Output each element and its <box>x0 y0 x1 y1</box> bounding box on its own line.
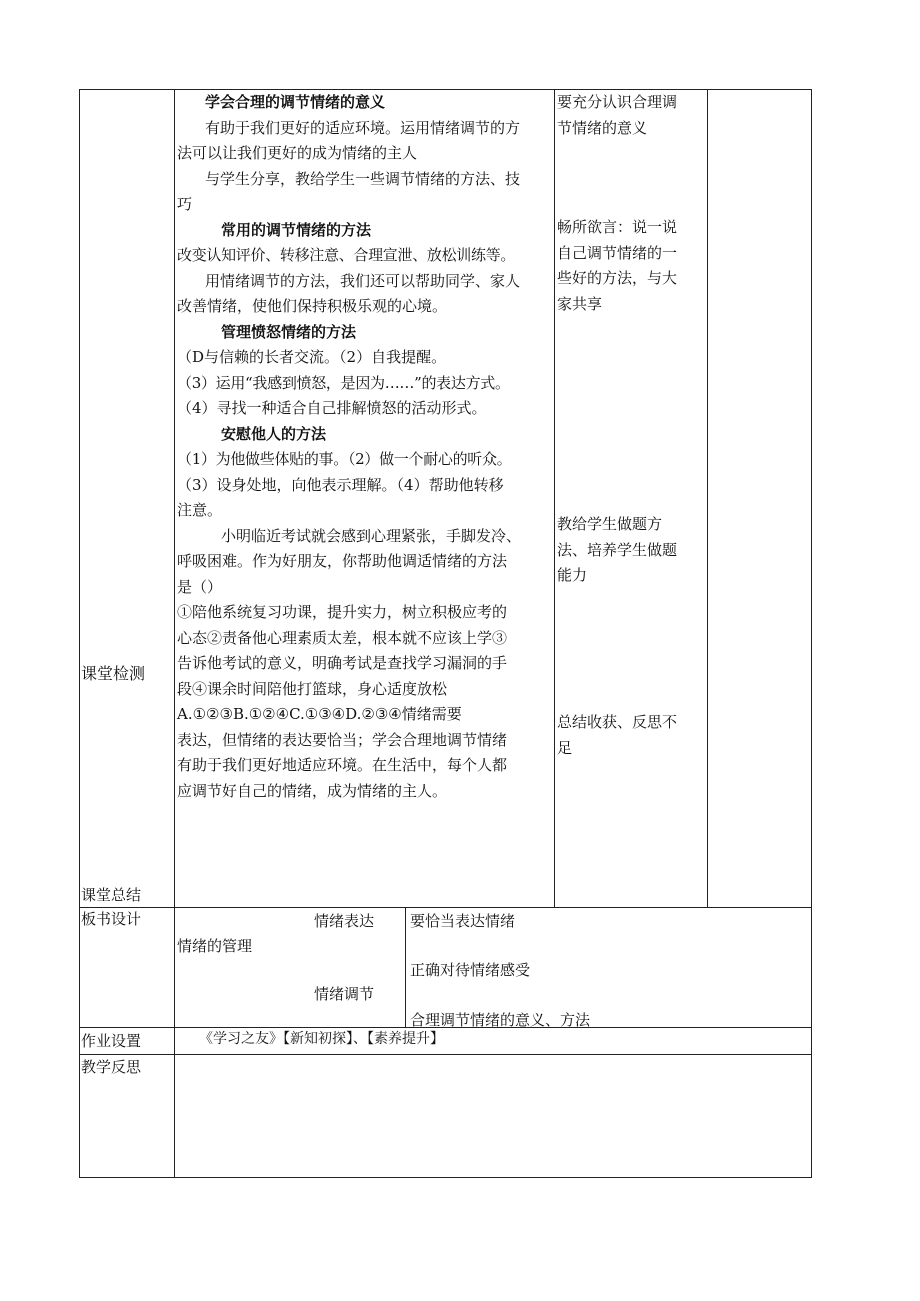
table-divider-activity <box>707 89 708 908</box>
activity-line: 畅所欲言：说一说 <box>557 218 678 236</box>
label-homework: 作业设置 <box>81 1032 142 1050</box>
table-border-right <box>811 89 812 1178</box>
label-board-design: 板书设计 <box>81 910 142 928</box>
activity-line: 总结收获、反思不 <box>557 713 678 731</box>
board-emotion-management: 情绪的管理 <box>177 937 253 955</box>
activity-line: 能力 <box>557 566 588 584</box>
activity-line: 些好的方法，与大 <box>557 269 678 287</box>
label-reflection: 教学反思 <box>81 1058 142 1076</box>
content-line: （3）运用“我感到愤怒，是因为……”的表达方式。 <box>177 373 510 392</box>
table-divider-label <box>174 89 175 1178</box>
content-cell <box>177 90 553 804</box>
heading-regulation-meaning: 学会合理的调节情绪的意义 <box>205 93 386 111</box>
exercise-question: 小明临近考试就会感到心理紧张，手脚发冷、 <box>221 526 522 545</box>
homework-text: 《学习之友》【新知初探】、【素养提升】 <box>199 1031 444 1047</box>
activity-block-1 <box>557 90 705 141</box>
label-classroom-check: 课堂检测 <box>81 664 146 683</box>
exercise-question: 是（） <box>177 577 223 596</box>
table-border-bottom <box>79 1177 811 1178</box>
content-line: 有助于我们更好的适应环境。运用情绪调节的方 <box>205 118 521 137</box>
summary-line: 表达，但情绪的表达要恰当；学会合理地调节情绪 <box>177 730 508 749</box>
heading-comfort-others: 安慰他人的方法 <box>221 424 327 443</box>
content-line: 用情绪调节的方法，我们还可以帮助同学、家人 <box>205 271 521 290</box>
summary-line: 应调节好自己的情绪，成为情绪的主人。 <box>177 781 448 800</box>
table-divider-content <box>554 89 555 908</box>
table-border-row3-bottom <box>79 1054 811 1055</box>
activity-line: 要充分认识合理调 <box>557 93 678 111</box>
activity-line: 教给学生做题方 <box>557 515 663 533</box>
exercise-question: 呼吸困难。作为好朋友，你帮助他调适情绪的方法 <box>177 552 508 570</box>
activity-block-2 <box>557 215 705 317</box>
exercise-option: 段④课余时间陪他打篮球，身心适度放松 <box>177 679 448 698</box>
heading-anger-management: 管理愤怒情绪的方法 <box>221 322 357 341</box>
exercise-option: ①陪他系统复习功课，提升实力，树立积极应考的 <box>177 603 508 621</box>
content-line: 巧 <box>177 195 193 213</box>
activity-block-4 <box>557 710 705 761</box>
activity-line: 节情绪的意义 <box>557 118 648 137</box>
activity-line: 家共享 <box>557 294 603 313</box>
table-border-row1-bottom <box>79 907 811 908</box>
content-line: （3）设身处地，向他表示理解。（4）帮助他转移 <box>177 475 504 494</box>
board-emotion-regulation: 情绪调节 <box>314 985 375 1003</box>
content-line: 法可以让我们更好的成为情绪的主人 <box>177 144 418 162</box>
activity-line: 足 <box>557 738 573 757</box>
content-line: （4）寻找一种适合自己排解愤怒的活动形式。 <box>177 399 487 417</box>
content-line: （D与信赖的长者交流。（2）自我提醒。 <box>177 348 447 366</box>
board-regulation-meaning-methods: 合理调节情绪的意义、方法 <box>410 1011 591 1029</box>
summary-line: 有助于我们更好地适应环境。在生活中，每个人都 <box>177 756 508 774</box>
content-line: 注意。 <box>177 501 223 519</box>
exercise-option: 心态②责备他心理素质太差，根本就不应该上学③ <box>177 628 508 647</box>
activity-line: 法、培养学生做题 <box>557 540 678 559</box>
board-emotion-expression: 情绪表达 <box>314 912 375 930</box>
table-divider-board <box>405 907 406 1028</box>
exercise-option: 告诉他考试的意义，明确考试是查找学习漏洞的手 <box>177 654 508 672</box>
content-line: （1）为他做些体贴的事。（2）做一个耐心的听众。 <box>177 450 512 468</box>
table-border-left <box>79 89 80 1178</box>
activity-block-3 <box>557 512 705 589</box>
content-line: 改变认知评价、转移注意、合理宣泄、放松训练等。 <box>177 246 516 264</box>
content-line: 与学生分享，教给学生一些调节情绪的方法、技 <box>205 169 521 188</box>
label-classroom-summary: 课堂总结 <box>81 886 142 904</box>
board-express-properly: 要恰当表达情绪 <box>410 912 516 930</box>
content-line: 改善情绪，使他们保持积极乐观的心境。 <box>177 297 448 315</box>
exercise-answers: A.①②③B.①②④C.①③④D.②③④情绪需要 <box>177 705 462 723</box>
heading-common-methods: 常用的调节情绪的方法 <box>221 220 372 239</box>
activity-line: 自己调节情绪的一 <box>557 243 678 262</box>
board-face-feelings: 正确对待情绪感受 <box>410 961 531 979</box>
